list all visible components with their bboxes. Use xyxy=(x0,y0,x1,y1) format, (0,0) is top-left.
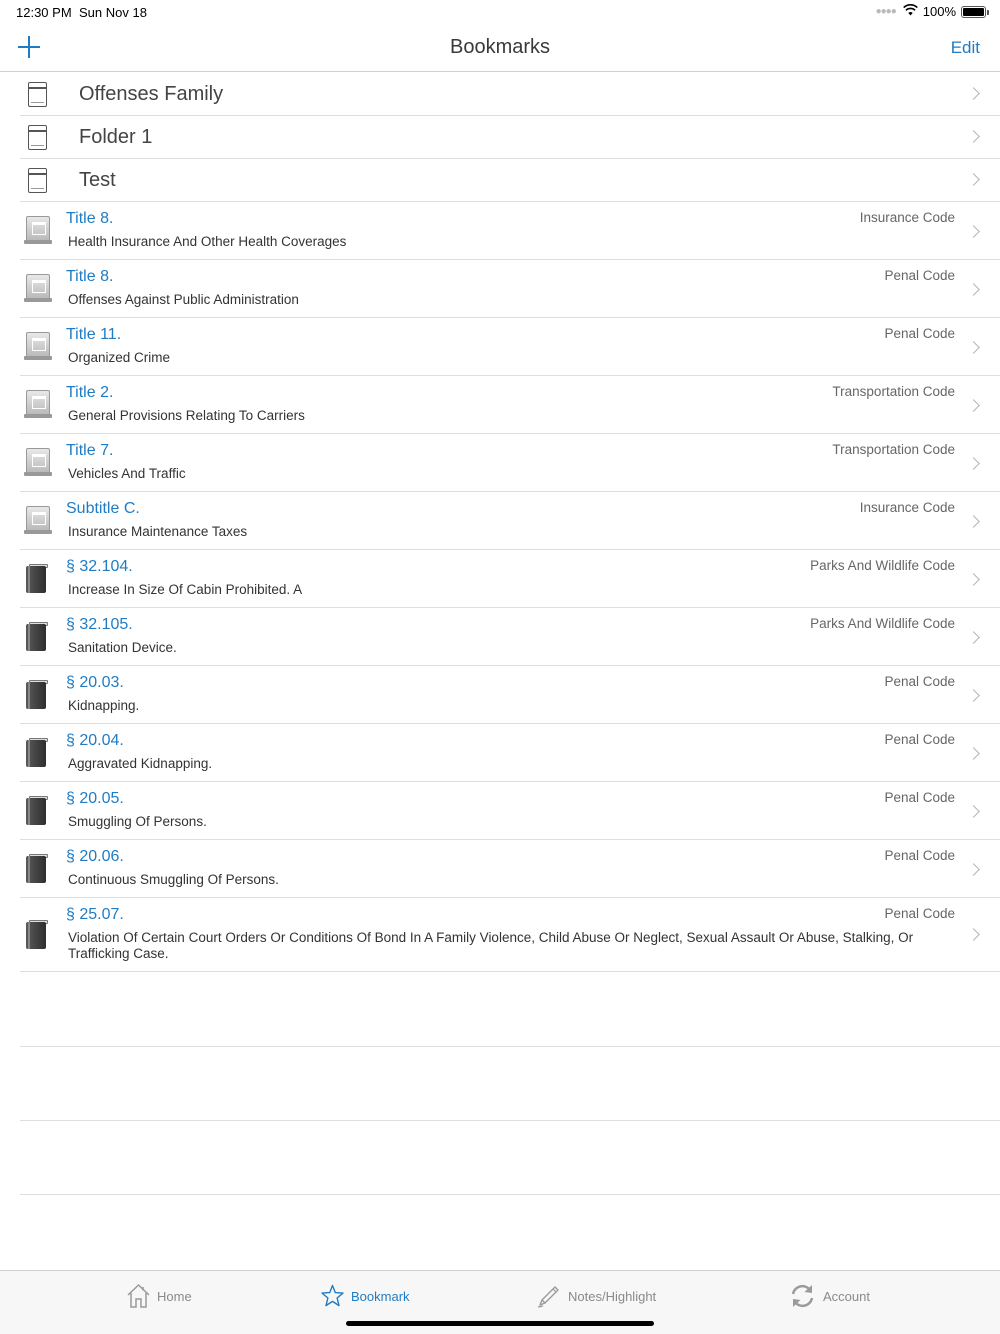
bookmark-title: Title 11. xyxy=(66,326,122,343)
bookmark-description: Continuous Smuggling Of Persons. xyxy=(68,872,279,887)
bookmark-code: Parks And Wildlife Code xyxy=(810,558,955,573)
separator xyxy=(20,1046,1000,1047)
chevron-right-icon xyxy=(967,130,980,143)
tab-label: Home xyxy=(157,1288,192,1304)
section-book-icon xyxy=(26,796,48,825)
code-book-icon xyxy=(24,448,54,476)
section-book-icon xyxy=(26,854,48,883)
chevron-right-icon xyxy=(967,457,980,470)
bookmark-code: Penal Code xyxy=(884,790,955,805)
bookmark-description: Organized Crime xyxy=(68,350,171,365)
bookmark-code: Penal Code xyxy=(884,848,955,863)
code-book-icon xyxy=(24,216,54,244)
chevron-right-icon xyxy=(967,173,980,186)
bookmark-title: § 20.04. xyxy=(66,732,124,749)
wifi-icon xyxy=(903,4,918,19)
page-title: Bookmarks xyxy=(449,36,551,58)
folder-icon xyxy=(28,125,47,150)
code-book-icon xyxy=(24,274,54,302)
edit-button[interactable]: Edit xyxy=(950,38,980,57)
section-book-icon xyxy=(26,738,48,767)
folder-label: Test xyxy=(79,169,116,191)
chevron-right-icon xyxy=(967,689,980,702)
bookmark-description: Vehicles And Traffic xyxy=(68,466,186,481)
chevron-right-icon xyxy=(967,631,980,644)
bookmark-description: Offenses Against Public Administration xyxy=(68,292,299,307)
chevron-right-icon xyxy=(967,863,980,876)
bookmark-description: Increase In Size Of Cabin Prohibited. A xyxy=(68,582,303,597)
chevron-right-icon xyxy=(967,515,980,528)
bookmark-row[interactable] xyxy=(20,608,1000,666)
chevron-right-icon xyxy=(967,225,980,238)
status-time: 12:30 PM xyxy=(16,5,72,20)
chevron-right-icon xyxy=(967,928,980,941)
bookmark-description: Kidnapping. xyxy=(68,698,140,713)
code-book-icon xyxy=(24,390,54,418)
bookmark-description: Sanitation Device. xyxy=(68,640,177,655)
bookmark-title: Title 8. xyxy=(66,268,114,285)
bookmark-row[interactable] xyxy=(20,898,1000,972)
status-bar xyxy=(0,0,1000,26)
bookmark-description: Smuggling Of Persons. xyxy=(68,814,207,829)
chevron-right-icon xyxy=(967,573,980,586)
battery-percent: 100% xyxy=(922,4,956,19)
code-book-icon xyxy=(24,332,54,360)
folder-row[interactable] xyxy=(20,159,1000,202)
separator xyxy=(20,1120,1000,1121)
bookmark-row[interactable] xyxy=(20,724,1000,782)
nav-bar xyxy=(0,26,1000,72)
bookmark-row[interactable] xyxy=(20,318,1000,376)
bookmark-row[interactable] xyxy=(20,376,1000,434)
bookmark-row[interactable] xyxy=(20,666,1000,724)
bookmark-title: Title 7. xyxy=(66,442,114,459)
chevron-right-icon xyxy=(967,87,980,100)
bookmark-code: Parks And Wildlife Code xyxy=(810,616,955,631)
tab-label: Notes/Highlight xyxy=(568,1288,657,1304)
cellular-signal-icon: ●●●● xyxy=(875,6,896,17)
bookmark-code: Penal Code xyxy=(884,268,955,283)
bookmark-code: Insurance Code xyxy=(859,210,955,225)
status-date: Sun Nov 18 xyxy=(79,5,147,20)
bookmark-title: Title 8. xyxy=(66,210,114,227)
battery-icon xyxy=(961,6,986,18)
chevron-right-icon xyxy=(967,399,980,412)
section-book-icon xyxy=(26,920,48,949)
star-icon xyxy=(320,1284,345,1308)
folder-icon xyxy=(28,82,47,107)
bookmark-row[interactable] xyxy=(20,550,1000,608)
tab-label: Account xyxy=(823,1288,870,1304)
bookmark-code: Penal Code xyxy=(884,906,955,921)
chevron-right-icon xyxy=(967,341,980,354)
bookmark-title: Title 2. xyxy=(66,384,114,401)
bookmark-code: Penal Code xyxy=(884,326,955,341)
tab-account[interactable] xyxy=(788,1283,870,1309)
section-book-icon xyxy=(26,622,48,651)
bookmark-description: General Provisions Relating To Carriers xyxy=(68,408,305,423)
highlighter-icon xyxy=(536,1283,562,1309)
folder-row[interactable] xyxy=(20,116,1000,159)
chevron-right-icon xyxy=(967,747,980,760)
bookmark-title: § 20.06. xyxy=(66,848,124,865)
home-icon xyxy=(126,1283,151,1309)
section-book-icon xyxy=(26,564,48,593)
bookmark-title: § 32.104. xyxy=(66,558,133,575)
bookmark-row[interactable] xyxy=(20,260,1000,318)
tab-notes-highlight[interactable] xyxy=(536,1283,656,1309)
folder-label: Folder 1 xyxy=(79,126,153,148)
bookmark-title: Subtitle C. xyxy=(66,500,140,517)
folder-row[interactable] xyxy=(20,73,1000,116)
home-indicator xyxy=(346,1321,654,1326)
bookmark-code: Penal Code xyxy=(884,732,955,747)
chevron-right-icon xyxy=(967,805,980,818)
sync-icon xyxy=(788,1283,817,1309)
section-book-icon xyxy=(26,680,48,709)
bookmark-code: Penal Code xyxy=(884,674,955,689)
bookmark-code: Transportation Code xyxy=(832,442,955,457)
bookmark-description: Violation Of Certain Court Orders Or Conditions Of Bond In A Family Violence, Child Abuse Or Neglect, Sexual Assault Or Abuse, Stalking, Or Trafficking Case. xyxy=(68,930,914,961)
bookmark-row[interactable] xyxy=(20,492,1000,550)
bookmark-description: Aggravated Kidnapping. xyxy=(68,756,213,771)
folder-icon xyxy=(28,168,47,193)
tab-label: Bookmark xyxy=(351,1288,410,1304)
chevron-right-icon xyxy=(967,283,980,296)
bookmark-description: Insurance Maintenance Taxes xyxy=(68,524,248,539)
separator xyxy=(20,1194,1000,1195)
bookmark-title: § 25.07. xyxy=(66,906,124,923)
bookmark-row[interactable] xyxy=(20,782,1000,840)
bookmark-description: Health Insurance And Other Health Coverages xyxy=(68,234,347,249)
bookmark-row[interactable] xyxy=(20,434,1000,492)
bookmark-code: Insurance Code xyxy=(859,500,955,515)
bookmark-row[interactable] xyxy=(20,840,1000,898)
code-book-icon xyxy=(24,506,54,534)
bookmark-title: § 32.105. xyxy=(66,616,133,633)
folder-label: Offenses Family xyxy=(79,83,224,105)
bookmark-title: § 20.03. xyxy=(66,674,124,691)
bookmark-row[interactable] xyxy=(20,202,1000,260)
bookmark-title: § 20.05. xyxy=(66,790,124,807)
bookmark-list xyxy=(20,73,1000,972)
status-right xyxy=(876,4,986,19)
tab-bookmark[interactable] xyxy=(320,1283,410,1309)
bookmark-code: Transportation Code xyxy=(832,384,955,399)
tab-home[interactable] xyxy=(126,1283,192,1309)
